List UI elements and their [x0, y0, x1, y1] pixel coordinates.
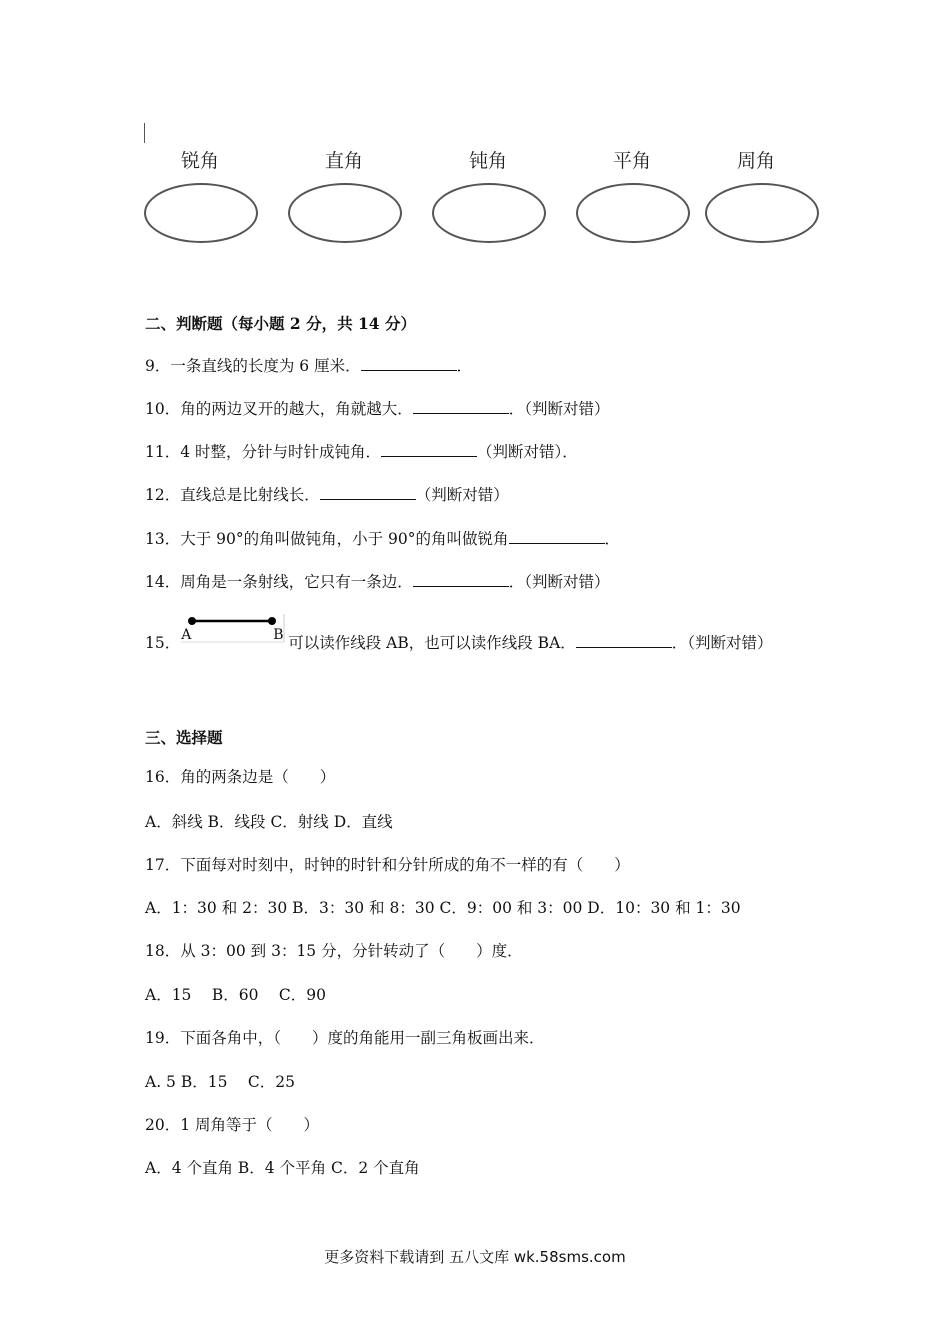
footer-download-note: 更多资料下载请到 五八文库 wk.58sms.com	[324, 1248, 626, 1266]
category-label-right: 直角	[324, 150, 364, 172]
question-suffix: ．	[604, 530, 621, 548]
question-14	[145, 572, 610, 592]
answer-oval-acute	[144, 183, 258, 243]
segment-svg	[180, 610, 288, 644]
question-13	[145, 529, 620, 549]
endpoint-a	[188, 617, 196, 625]
question-suffix: （判断对错）	[415, 486, 509, 504]
question-11	[145, 442, 578, 462]
question-16: 16．角的两条边是（ ）	[145, 768, 336, 786]
question-15	[145, 628, 773, 653]
question-text: 12．直线总是比射线长．	[145, 486, 320, 504]
answer-oval-right	[288, 183, 402, 243]
category-label-straight: 平角	[612, 150, 652, 172]
question-20: 20．1 周角等于（ ）	[145, 1116, 320, 1134]
question-17: 17．下面每对时刻中，时钟的时针和分针所成的角不一样的有（ ）	[145, 856, 630, 874]
question-17-options: A．1：30 和 2：30 B．3：30 和 8：30 C．9：00 和 3：00 D．10：30 和 1：30	[145, 899, 741, 917]
point-label-b: B	[273, 627, 284, 643]
answer-blank[interactable]	[381, 442, 477, 457]
question-10	[145, 399, 610, 419]
line-segment-figure	[180, 628, 288, 648]
question-text: 可以读作线段 AB，也可以读作线段 BA．	[288, 634, 576, 652]
answer-oval-obtuse	[432, 183, 546, 243]
question-18-options: A．15 B．60 C．90	[145, 986, 326, 1004]
question-number: 15．	[145, 634, 181, 652]
category-label-full: 周角	[736, 150, 776, 172]
answer-blank[interactable]	[413, 399, 509, 414]
question-text: 9．一条直线的长度为 6 厘米．	[145, 357, 361, 375]
section3-title: 三、选择题	[145, 728, 223, 747]
answer-blank[interactable]	[361, 356, 457, 371]
question-suffix: ．	[456, 357, 473, 375]
question-20-options: A．4 个直角 B．4 个平角 C．2 个直角	[145, 1159, 420, 1177]
question-12	[145, 485, 509, 505]
question-suffix: ．（判断对错）	[508, 400, 610, 418]
question-16-options: A．斜线 B．线段 C．射线 D．直线	[145, 813, 393, 831]
question-text: 14．周角是一条射线，它只有一条边．	[145, 573, 413, 591]
question-19-options: A. 5 B．15 C．25	[145, 1073, 295, 1091]
question-text: 11．4 时整，分针与时针成钝角．	[145, 443, 382, 461]
question-text: 13．大于 90°的角叫做钝角，小于 90°的角叫做锐角	[145, 530, 509, 548]
answer-blank[interactable]	[509, 529, 605, 544]
answer-blank[interactable]	[320, 485, 416, 500]
question-suffix: ．（判断对错）	[508, 573, 610, 591]
answer-blank[interactable]	[413, 572, 509, 587]
question-suffix: （判断对错）．	[477, 443, 578, 461]
text-cursor	[144, 123, 145, 143]
question-9	[145, 356, 472, 376]
question-text: 10．角的两边叉开的越大，角就越大．	[145, 400, 413, 418]
endpoint-b	[268, 617, 276, 625]
point-label-a: A	[181, 627, 192, 643]
category-label-obtuse: 钝角	[468, 150, 508, 172]
question-suffix: ．（判断对错）	[671, 634, 773, 652]
answer-blank[interactable]	[576, 633, 672, 648]
question-19: 19．下面各角中，（ ）度的角能用一副三角板画出来．	[145, 1029, 545, 1047]
category-label-acute: 锐角	[180, 150, 220, 172]
section2-title: 二、判断题（每小题 2 分，共 14 分）	[145, 314, 416, 333]
question-18: 18．从 3：00 到 3：15 分，分针转动了（ ）度．	[145, 942, 523, 960]
answer-oval-full	[705, 183, 819, 243]
answer-oval-straight	[576, 183, 690, 243]
